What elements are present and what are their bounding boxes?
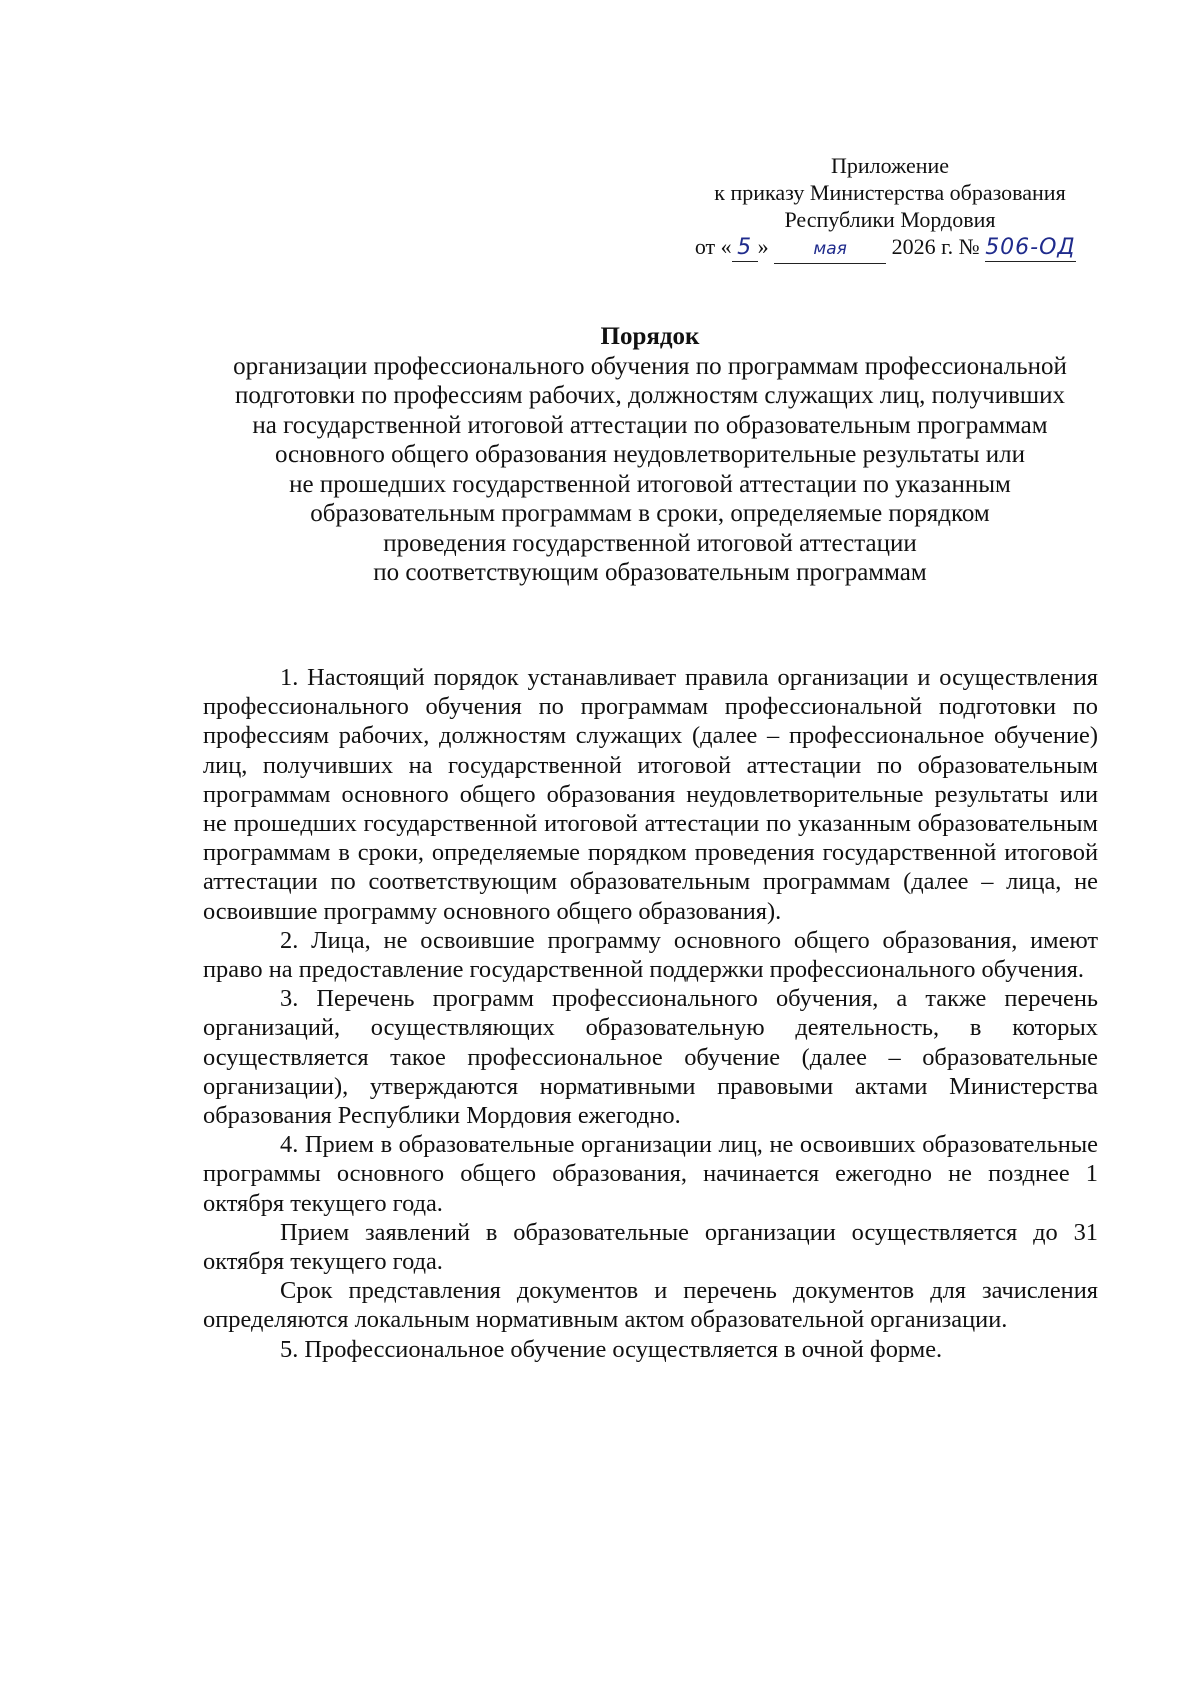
paragraph-3: 3. Перечень программ профессионального обучения, а также перечень организаций, осуществляющих образовательную деятельность, в которых осуществляется такое профессиональное обучение (далее – образовательные организации), утверждаются нормативными правовыми актами Министерства образования Республики Мордовия ежегодно. <box>203 985 1098 1130</box>
date-prefix: от « <box>694 234 732 259</box>
subtitle-line: основного общего образования неудовлетворительные результаты или <box>274 441 1026 468</box>
date-month-handwritten: мая <box>774 233 886 264</box>
appendix-line-3: Республики Мордовия <box>784 207 996 232</box>
subtitle-line: по соответствующим образовательным программам <box>373 559 927 586</box>
appendix-header <box>690 152 1090 264</box>
appendix-line-1: Приложение <box>830 153 950 178</box>
paragraph-2: 2. Лица, не освоившие программу основного общего образования, имеют право на предоставление государственной поддержки профессионального обучения. <box>203 926 1098 984</box>
date-year: 2026 г. № <box>891 234 980 259</box>
subtitle-line: на государственной итоговой аттестации по образовательным программам <box>252 411 1048 439</box>
appendix-date-line <box>690 233 1090 264</box>
subtitle-line: организации профессионального обучения по программам профессиональной <box>233 352 1067 380</box>
paragraph-4: 4. Прием в образовательные организации лиц, не освоивших образовательные программы основного общего образования, начинается ежегодно не позднее 1 октября текущего года. <box>203 1131 1098 1217</box>
order-number-handwritten: 506-ОД <box>985 235 1076 260</box>
subtitle-line: проведения государственной итоговой аттестации <box>383 529 917 557</box>
paragraph-5: 5. Профессиональное обучение осуществляется в очной форме. <box>280 1335 943 1363</box>
date-day-handwritten: 5 <box>732 233 758 262</box>
subtitle-line: не прошедших государственной итоговой аттестации по указанным <box>289 470 1011 498</box>
document-title: Порядок <box>600 323 700 350</box>
document-subtitle <box>200 352 1100 588</box>
date-mid: » <box>757 234 769 259</box>
document-title-block <box>200 322 1100 588</box>
subtitle-line: подготовки по профессиям рабочих, должностям служащих лиц, получивших <box>234 382 1066 409</box>
paragraph-1: 1. Настоящий порядок устанавливает правила организации и осуществления профессионального обучения по программам профессиональной подготовки по профессиям рабочих, должностям служащих (далее – профессиональное обучение) лиц, получивших на государственной итоговой аттестации по образовательным программам основного общего образования неудовлетворительные результаты или не прошедших государственной итоговой аттестации по указанным образовательным программам в сроки, определяемые порядком проведения государственной итоговой аттестации по соответствующим образовательным программам (далее – лица, не освоившие программу основного общего образования). <box>203 664 1098 925</box>
paragraph-4-applications: Прием заявлений в образовательные организации осуществляется до 31 октября текущего года. <box>203 1218 1098 1276</box>
paragraph-4-documents: Срок представления документов и перечень документов для зачисления определяются локальным нормативным актом образовательной организации. <box>203 1277 1098 1334</box>
subtitle-line: образовательным программам в сроки, определяемые порядком <box>310 500 990 527</box>
document-body <box>203 663 1098 1364</box>
appendix-line-2: к приказу Министерства образования <box>714 180 1066 205</box>
